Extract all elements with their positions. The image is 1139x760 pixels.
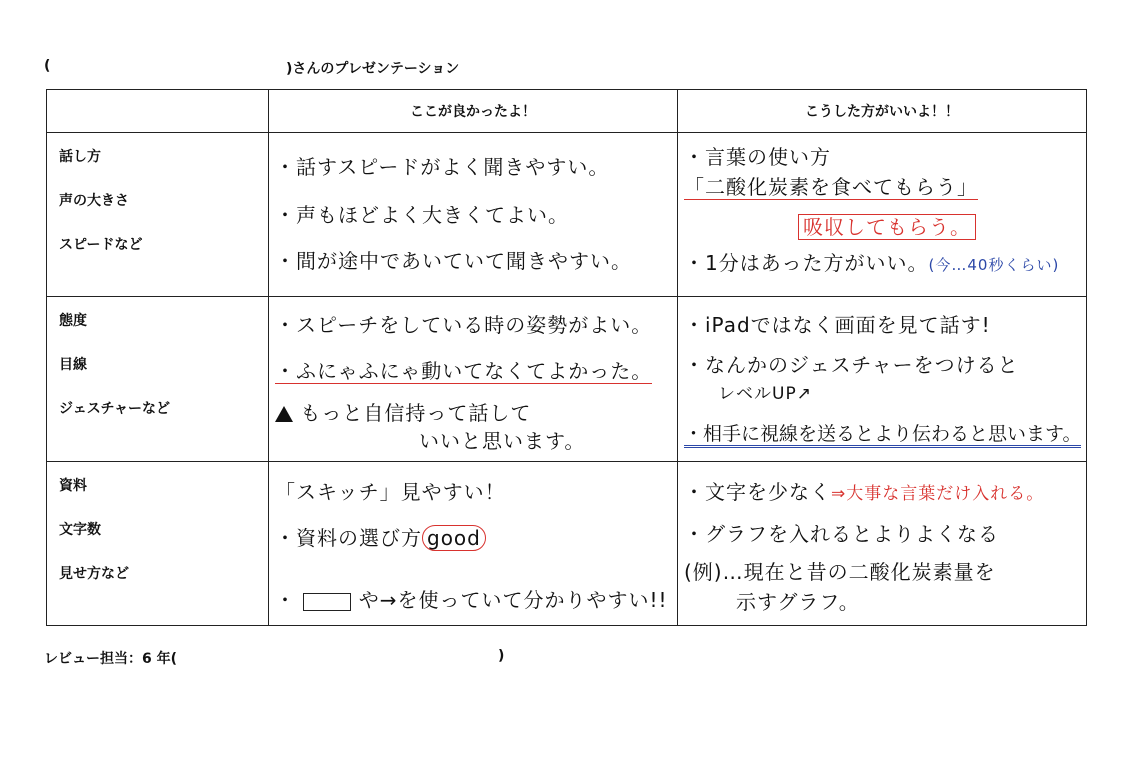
good-cell [269, 297, 678, 462]
handwritten-comment: ・iPadではなく画面を見て話す! [684, 313, 991, 337]
handwritten-comment: ・ふにゃふにゃ動いてなくてよかった。 [275, 359, 653, 383]
category-cell [47, 133, 269, 297]
better-cell [678, 462, 1087, 626]
category-label: 話し方 [59, 149, 101, 165]
handwritten-comment: 「二酸化炭素を食べてもらう」 [684, 175, 978, 199]
better-cell [678, 133, 1087, 297]
warning-icon [275, 406, 293, 422]
category-label: 文字数 [59, 522, 101, 538]
category-label: スピードなど [59, 237, 143, 253]
reviewer-label: レビュー担当：6 年( [44, 651, 178, 667]
reviewer-line [44, 648, 514, 668]
category-label: 目線 [59, 357, 87, 373]
presentation-title: )さんのプレゼンテーション [286, 61, 460, 77]
handwritten-comment: 示すグラフ。 [736, 590, 860, 614]
category-cell [47, 297, 269, 462]
handwritten-comment: ・相手に視線を送るとより伝わると思います。 [684, 419, 1081, 446]
rectangle-symbol [303, 593, 351, 611]
good-cell [269, 133, 678, 297]
category-label: 資料 [59, 478, 87, 494]
handwritten-comment: 「スキッチ」見やすい！ [275, 480, 506, 504]
column-header-better: こうした方がいいよ！！ [678, 90, 1087, 133]
handwritten-comment: ・ や→を使っていて分かりやすい!! [275, 588, 668, 612]
handwritten-comment: ・資料の選び方 good [275, 522, 486, 551]
header-row [47, 90, 1087, 133]
category-label: 態度 [59, 313, 87, 329]
handwritten-comment: ・言葉の使い方 [684, 145, 831, 169]
correction-note: 吸収してもらう。 [798, 211, 976, 240]
handwritten-comment: ・1分はあった方がいい。(今…40秒くらい) [684, 251, 1060, 275]
table-row [47, 462, 1087, 626]
handwritten-comment: ・声もほどよく大きくてよい。 [275, 203, 569, 227]
handwritten-comment: ・スピーチをしている時の姿勢がよい。 [275, 313, 653, 337]
name-open-paren: ( [44, 58, 51, 74]
handwritten-comment: いいと思います。 [419, 429, 586, 453]
category-label: 声の大きさ [59, 193, 129, 209]
category-label: ジェスチャーなど [59, 401, 171, 417]
better-cell [678, 297, 1087, 462]
handwritten-comment: ・グラフを入れるとよりよくなる [684, 522, 999, 546]
handwritten-comment: ・話すスピードがよく聞きやすい。 [275, 155, 610, 179]
corner-cell [47, 90, 269, 133]
handwritten-comment: ・なんかのジェスチャーをつけると [684, 353, 1019, 377]
good-cell [269, 462, 678, 626]
table-row [47, 297, 1087, 462]
table-row [47, 133, 1087, 297]
handwritten-comment: ・文字を少なく⇒大事な言葉だけ入れる。 [684, 480, 1045, 504]
reviewer-close-paren: ) [498, 648, 505, 664]
handwritten-comment: もっと自信持って話して [275, 397, 531, 426]
handwritten-comment: (例)…現在と昔の二酸化炭素量を [684, 560, 996, 584]
category-label: 見せ方など [59, 566, 129, 582]
teacher-note: (今…40秒くらい) [928, 256, 1060, 274]
review-table [46, 89, 1087, 626]
column-header-good: ここが良かったよ！ [269, 90, 678, 133]
category-cell [47, 462, 269, 626]
handwritten-comment: ・間が途中であいていて聞きやすい。 [275, 249, 632, 273]
handwritten-comment: レベルUP↗ [718, 384, 812, 404]
